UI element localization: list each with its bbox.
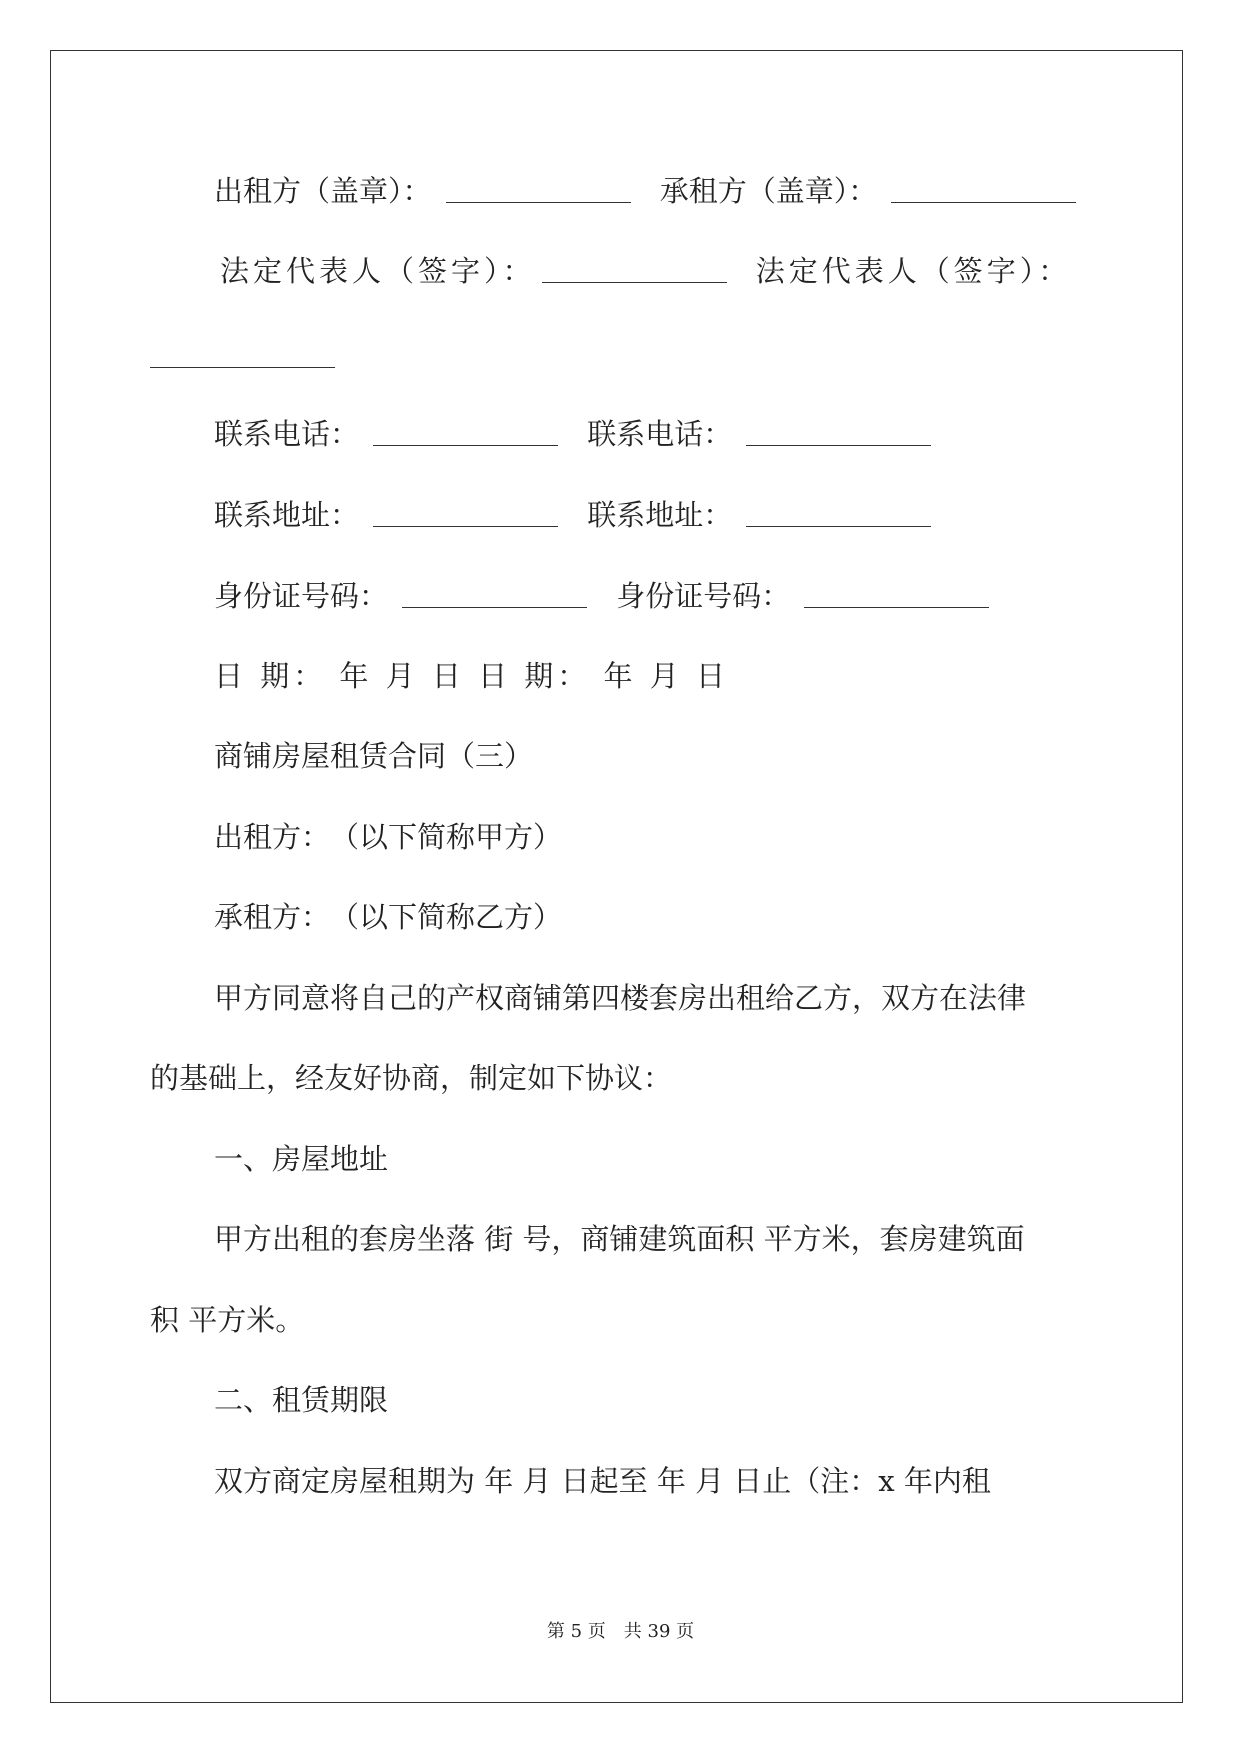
lessor-seal-label: 出租方（盖章）： xyxy=(214,174,432,208)
intro-paragraph-line-2: 的基础上，经友好协商，制定如下协议： xyxy=(150,1061,673,1095)
lessor-seal-blank[interactable] xyxy=(446,201,631,203)
section-2-text-line-1: 双方商定房屋租期为 年 月 日起至 年 月 日止（注：x 年内租 xyxy=(214,1464,991,1498)
lessor-line: 出租方： （以下简称甲方） xyxy=(214,820,563,854)
lessee-phone-blank[interactable] xyxy=(746,444,931,446)
date-line: 日 期： 年 月 日 日 期： 年 月 日 xyxy=(214,659,729,693)
section-2-heading: 二、租赁期限 xyxy=(214,1383,389,1417)
section-1-text-line-1: 甲方出租的套房坐落 街 号，商铺建筑面积 平方米，套房建筑面 xyxy=(214,1222,1025,1256)
section-1-heading: 一、房屋地址 xyxy=(214,1142,389,1176)
section-1-text-line-2: 积 平方米。 xyxy=(150,1303,305,1337)
id-line xyxy=(214,579,995,613)
lessee-line: 承租方： （以下简称乙方） xyxy=(214,900,563,934)
lessor-address-label: 联系地址： xyxy=(214,498,360,532)
lessee-rep-label: 法定代表人（签字）： xyxy=(755,254,1072,288)
lessee-rep-blank[interactable] xyxy=(150,366,335,368)
lessor-phone-blank[interactable] xyxy=(373,444,558,446)
page-border xyxy=(50,50,1183,1703)
lessor-phone-label: 联系电话： xyxy=(214,417,360,451)
lessor-address-blank[interactable] xyxy=(373,525,558,527)
lessor-id-blank[interactable] xyxy=(402,606,587,608)
seal-line xyxy=(214,174,1082,208)
lessee-address-label: 联系地址： xyxy=(587,498,733,532)
representative-line xyxy=(220,254,1072,288)
lessor-id-label: 身份证号码： xyxy=(214,579,389,613)
lessee-seal-blank[interactable] xyxy=(891,201,1076,203)
lessee-seal-label: 承租方（盖章）： xyxy=(659,174,878,208)
contract-title: 商铺房屋租赁合同（三） xyxy=(214,739,534,773)
address-line xyxy=(214,498,937,532)
intro-paragraph-line-1: 甲方同意将自己的产权商铺第四楼套房出租给乙方，双方在法律 xyxy=(214,981,1027,1015)
lessee-id-label: 身份证号码： xyxy=(616,579,791,613)
page-number: 第 5 页 共 39 页 xyxy=(546,1621,695,1642)
lessee-phone-label: 联系电话： xyxy=(587,417,733,451)
lessee-id-blank[interactable] xyxy=(804,606,989,608)
lessor-rep-blank[interactable] xyxy=(542,281,727,283)
lessor-rep-label: 法定代表人（签字）： xyxy=(220,254,536,288)
lessee-address-blank[interactable] xyxy=(746,525,931,527)
phone-line xyxy=(214,417,937,451)
